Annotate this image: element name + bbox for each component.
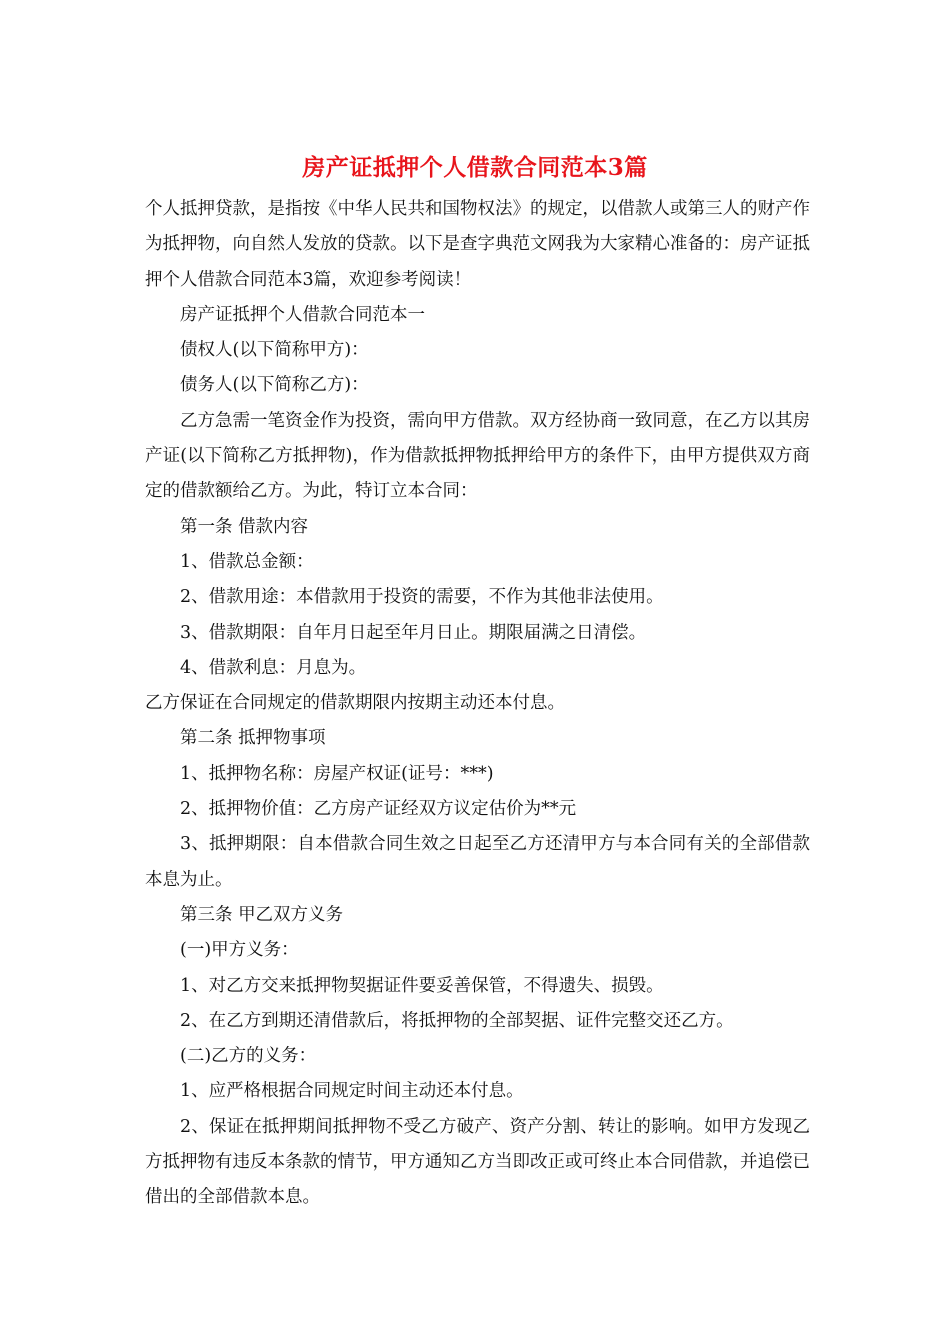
paragraph-loan-purpose: 2、借款用途：本借款用于投资的需要，不作为其他非法使用。 [180, 587, 664, 608]
paragraph-intro: 个人抵押贷款，是指按《中华人民共和国物权法》的规定，以借款人或第三人的财产作为抵押物，向自然人发放的贷款。以下是查字典范文网我为大家精心准备的：房产证抵押个人借款合同范本3篇，欢迎参考阅读！ [145, 199, 810, 290]
paragraph-creditor: 债权人(以下简称甲方)： [180, 340, 369, 361]
paragraph-collateral-term: 3、抵押期限：自本借款合同生效之日起至乙方还清甲方与本合同有关的全部借款本息为止。 [145, 834, 810, 890]
paragraph-collateral-value: 2、抵押物价值：乙方房产证经双方议定估价为**元 [180, 799, 577, 820]
paragraph-party-b-duties-heading: (二)乙方的义务： [180, 1046, 317, 1067]
paragraph-loan-interest: 4、借款利息：月息为。 [180, 657, 367, 678]
paragraph-party-b-duty-one: 1、应严格根据合同规定时间主动还本付息。 [180, 1081, 524, 1102]
paragraph-collateral-name: 1、抵押物名称：房屋产权证(证号：***) [180, 763, 494, 784]
paragraph-preamble: 乙方急需一笔资金作为投资，需向甲方借款。双方经协商一致同意，在乙方以其房产证(以下简称乙方抵押物)，作为借款抵押物抵押给甲方的条件下，由甲方提供双方商定的借款额给乙方。为此，特订立本合同： [145, 410, 810, 502]
paragraph-loan-amount: 1、借款总金额： [180, 551, 314, 572]
paragraph-party-a-duty-one: 1、对乙方交来抵押物契据证件要妥善保管，不得遗失、损毁。 [180, 975, 664, 996]
document-body [145, 192, 810, 1216]
paragraph-repayment-guarantee: 乙方保证在合同规定的借款期限内按期主动还本付息。 [145, 693, 565, 714]
paragraph-article-two-heading: 第二条 抵押物事项 [180, 728, 326, 749]
paragraph-article-three-heading: 第三条 甲乙双方义务 [180, 904, 344, 925]
document-title: 房产证抵押个人借款合同范本3篇 [302, 154, 648, 181]
paragraph-article-one-heading: 第一条 借款内容 [180, 516, 309, 537]
paragraph-party-b-duty-two: 2、保证在抵押期间抵押物不受乙方破产、资产分割、转让的影响。如甲方发现乙方抵押物有违反本条款的情节，甲方通知乙方当即改正或可终止本合同借款，并追偿已借出的全部借款本息。 [145, 1116, 810, 1208]
paragraph-debtor: 债务人(以下简称乙方)： [180, 375, 369, 396]
paragraph-heading-sample-one: 房产证抵押个人借款合同范本一 [180, 304, 425, 325]
paragraph-loan-term: 3、借款期限：自年月日起至年月日止。期限届满之日清偿。 [180, 622, 647, 643]
paragraph-party-a-duties-heading: (一)甲方义务： [180, 940, 299, 961]
paragraph-party-a-duty-two: 2、在乙方到期还清借款后，将抵押物的全部契据、证件完整交还乙方。 [180, 1010, 734, 1031]
